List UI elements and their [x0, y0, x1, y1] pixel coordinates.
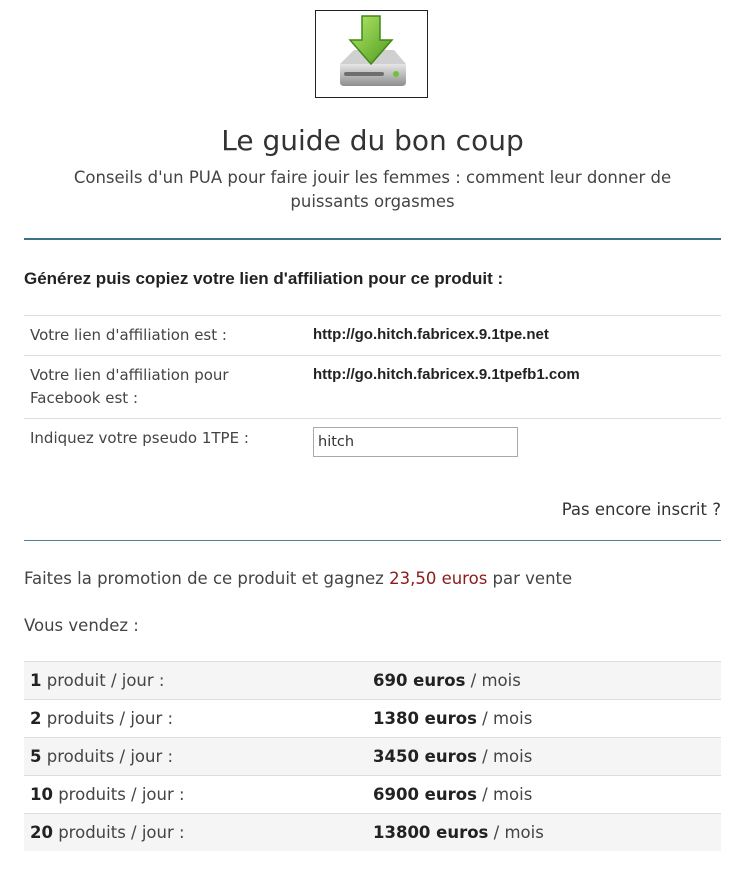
not-registered-link[interactable]: Pas encore inscrit ? [561, 500, 721, 519]
page-content [24, 10, 721, 851]
divider [24, 540, 721, 541]
sales-heading: Vous vendez : [24, 616, 139, 635]
sales-table [24, 661, 721, 851]
affiliation-heading: Générez puis copiez votre lien d'affiliation pour ce produit : [24, 269, 504, 288]
promo-text: Faites la promotion de ce produit et gagnez 23,50 euros par vente [24, 569, 573, 588]
table-row: 20 produits / jour : 13800 euros / mois [24, 814, 721, 852]
facebook-affiliation-link[interactable]: http://go.hitch.fabricex.9.1tpefb1.com [307, 356, 721, 419]
table-row [24, 316, 721, 356]
table-row [24, 356, 721, 419]
facebook-link-label: Votre lien d'affiliation pour Facebook est : [24, 356, 307, 419]
commission-amount: 23,50 euros [389, 569, 488, 588]
affiliation-table [24, 315, 721, 467]
product-title: Le guide du bon coup [221, 124, 524, 157]
table-row: 2 produits / jour : 1380 euros / mois [24, 700, 721, 738]
pseudo-label: Indiquez votre pseudo 1TPE : [24, 419, 307, 468]
affiliation-link[interactable]: http://go.hitch.fabricex.9.1tpe.net [307, 316, 721, 356]
table-row [24, 419, 721, 468]
product-subtitle: Conseils d'un PUA pour faire jouir les femmes : comment leur donner de puissants orgasmes [73, 168, 672, 211]
pseudo-input[interactable] [313, 427, 518, 457]
download-drive-icon [330, 12, 414, 96]
divider [24, 238, 721, 240]
link-label: Votre lien d'affiliation est : [24, 316, 307, 356]
table-row: 10 produits / jour : 6900 euros / mois [24, 776, 721, 814]
product-image [315, 10, 428, 98]
table-row: 1 produit / jour : 690 euros / mois [24, 662, 721, 700]
table-row: 5 produits / jour : 3450 euros / mois [24, 738, 721, 776]
